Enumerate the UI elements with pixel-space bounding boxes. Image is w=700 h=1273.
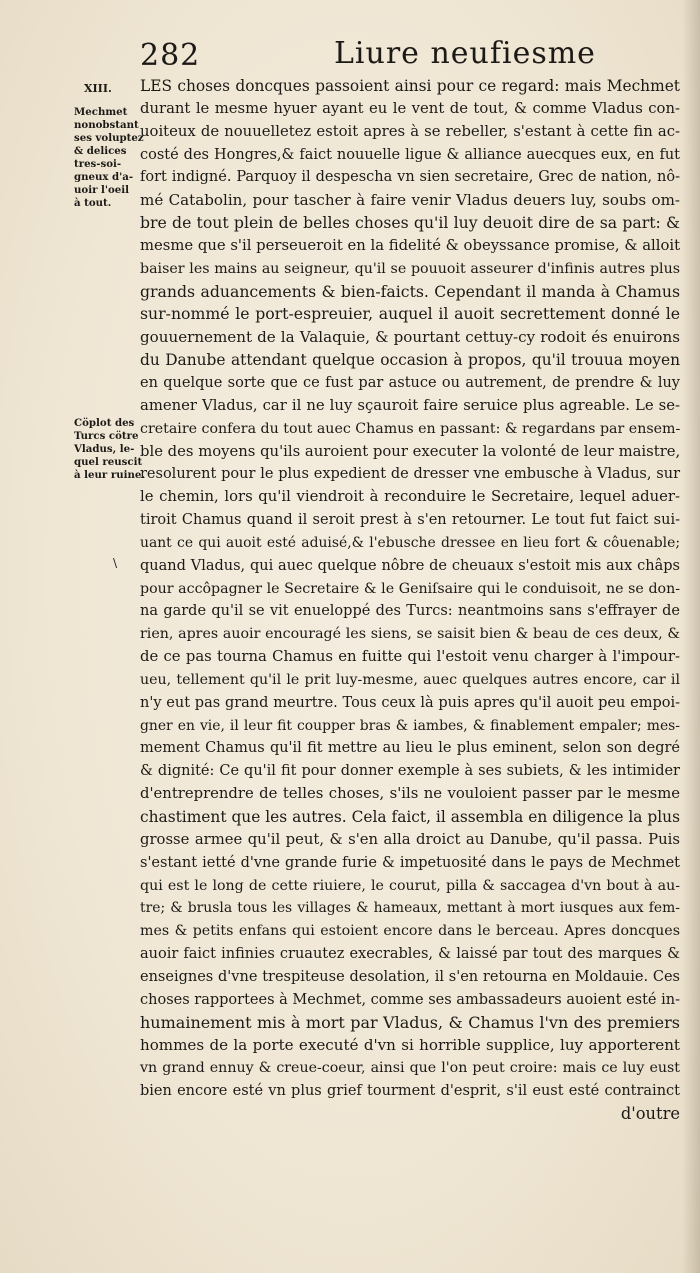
text-line: s'estant ietté d'vne grande furie & impetuosité dans le pays de Mechmet bbox=[140, 854, 680, 871]
margin-note-line: tres-soi- bbox=[74, 158, 122, 170]
text-line: qui est le long de cette riuiere, le courut, pilla & saccagea d'vn bout à au- bbox=[140, 877, 680, 894]
text-line: en quelque sorte que ce fust par astuce ou autrement, de prendre & luy bbox=[140, 374, 680, 391]
text-line: ueu, tellement qu'il le prit luy-mesme, auec quelques autres encore, car il bbox=[140, 671, 680, 688]
margin-note-line: Vladus, le- bbox=[74, 443, 135, 455]
text-line: le chemin, lors qu'il viendroit à reconduire le Secretaire, lequel aduer- bbox=[140, 488, 680, 506]
text-line: bien encore esté vn plus grief tourment d'esprit, s'il eust esté contrainct bbox=[140, 1083, 680, 1100]
text-line: gouuernement de la Valaquie, & pourtant cettuy-cy rodoit és enuirons bbox=[140, 328, 680, 347]
margin-note-line: à leur ruine. bbox=[74, 469, 145, 481]
text-line: mement Chamus qu'il fit mettre au lieu le plus eminent, selon son degré bbox=[140, 740, 680, 757]
margin-note-line: & delices bbox=[74, 145, 127, 157]
text-line: quand Vladus, qui auec quelque nôbre de cheuaux s'estoit mis aux châps bbox=[140, 557, 680, 574]
text-line: costé des Hongres,& faict nouuelle ligue & alliance auecques eux, en fut bbox=[140, 146, 680, 163]
text-line: baiser les mains au seigneur, qu'il se pouuoit asseurer d'infinis autres plus bbox=[140, 260, 680, 277]
text-line: bre de tout plein de belles choses qu'il luy deuoit dire de sa part: & bbox=[140, 213, 680, 233]
text-line: mes & petits enfans qui estoient encore dans le berceau. Apres doncques bbox=[140, 923, 680, 940]
margin-note-line: uoir l'oeil bbox=[74, 184, 129, 196]
text-line: & dignité: Ce qu'il fit pour donner exemple à ses subiets, & les intimider bbox=[140, 763, 680, 780]
text-line: tre; & brusla tous les villages & hameaux, mettant à mort iusques aux fem- bbox=[140, 900, 680, 917]
margin-note-line: gneux d'a- bbox=[74, 171, 134, 183]
text-line: mé Catabolin, pour tascher à faire venir Vladus deuers luy, soubs om- bbox=[140, 191, 680, 210]
text-line: durant le mesme hyuer ayant eu le vent de tout, & comme Vladus con- bbox=[140, 99, 680, 117]
text-line: grands aduancements & bien-faicts. Cependant il manda à Chamus bbox=[140, 281, 680, 301]
chapter-mark: XIII. bbox=[84, 82, 112, 95]
stray-ink-mark: \ bbox=[113, 556, 118, 570]
margin-note-line: Turcs cötre bbox=[74, 430, 139, 442]
page-number: 282 bbox=[140, 38, 201, 73]
text-line: enseignes d'vne trespiteuse desolation, il s'en retourna en Moldauie. Ces bbox=[140, 968, 680, 985]
margin-note-line: ses voluptez bbox=[74, 132, 144, 144]
text-line: fort indigné. Parquoy il despescha vn sien secretaire, Grec de nation, nô- bbox=[140, 169, 680, 186]
margin-note-line: nonobstant bbox=[74, 119, 139, 131]
margin-note-line: Cöplot des bbox=[74, 417, 135, 429]
text-line: humainement mis à mort par Vladus, & Chamus l'vn des premiers bbox=[140, 1012, 680, 1032]
margin-note-complot bbox=[74, 417, 145, 482]
text-line: uant ce qui auoit esté aduisé,& l'ebusche dressee en lieu fort & côuenable; bbox=[140, 534, 680, 551]
text-line: LES choses doncques passoient ainsi pour ce regard: mais Mechmet bbox=[140, 77, 680, 95]
text-line: ble des moyens qu'ils auroient pour executer la volonté de leur maistre, bbox=[140, 442, 681, 460]
margin-note-line: Mechmet bbox=[74, 106, 128, 118]
margin-note-mechmet bbox=[74, 106, 144, 210]
text-line: pour accôpagner le Secretaire & le Geniſsaire qui le conduisoit, ne se don- bbox=[140, 580, 680, 597]
text-line: tiroit Chamus quand il seroit prest à s'en retourner. Le tout fut faict sui- bbox=[140, 512, 680, 529]
text-line: cretaire confera du tout auec Chamus en passant: & regardans par ensem- bbox=[140, 420, 681, 437]
text-line: gner en vie, il leur fit coupper bras & iambes, & finablement empaler; mes- bbox=[140, 717, 680, 734]
text-line: du Danube attendant quelque occasion à propos, qu'il trouua moyen bbox=[140, 351, 680, 370]
text-line: chastiment que les autres. Cela faict, il assembla en diligence la plus bbox=[140, 808, 680, 826]
margin-note-line: à tout. bbox=[74, 197, 112, 209]
text-line: uoiteux de nouuelletez estoit apres à se rebeller, s'estant à cette fin ac- bbox=[140, 122, 680, 140]
text-line: resolurent pour le plus expedient de dresser vne embusche à Vladus, sur bbox=[140, 466, 680, 483]
text-line: vn grand ennuy & creue-coeur, ainsi que l'on peut croire: mais ce luy eust bbox=[140, 1060, 680, 1077]
text-line: choses rapportees à Mechmet, comme ses ambassadeurs auoient esté in- bbox=[140, 991, 680, 1008]
text-line: mesme que s'il perseueroit en la fidelité & obeyssance promise, & alloit bbox=[140, 236, 681, 254]
text-line: sur-nommé le port-espreuier, auquel il auoit secrettement donné le bbox=[140, 304, 680, 324]
text-line: n'y eut pas grand meurtre. Tous ceux là puis apres qu'il auoit peu empoi- bbox=[140, 694, 680, 711]
body-text bbox=[140, 75, 680, 1126]
text-line: de ce pas tourna Chamus en fuitte qui l'estoit venu charger à l'impour- bbox=[140, 648, 680, 666]
text-line: d'entreprendre de telles choses, s'ils ne vouloient passer par le mesme bbox=[140, 785, 680, 803]
text-line: grosse armee qu'il peut, & s'en alla droict au Danube, qu'il passa. Puis bbox=[140, 830, 680, 848]
margin-note-line: quel reuscit bbox=[74, 456, 143, 468]
text-line: rien, apres auoir encouragé les siens, se saisit bien & beau de ces deux, & bbox=[140, 626, 680, 643]
page-edge-shadow bbox=[682, 0, 700, 1273]
text-line: hommes de la porte executé d'vn si horrible supplice, luy apporterent bbox=[140, 1036, 680, 1055]
running-title: Liure neufiesme bbox=[334, 36, 596, 71]
catchword: d'outre bbox=[620, 1103, 680, 1123]
text-line: amener Vladus, car il ne luy sçauroit faire seruice plus agreable. Le se- bbox=[140, 396, 680, 414]
text-line: na garde qu'il se vit enueloppé des Turcs: neantmoins sans s'effrayer de bbox=[140, 603, 680, 620]
text-line: auoir faict infinies cruautez execrables, & laissé par tout des marques & bbox=[140, 946, 680, 963]
